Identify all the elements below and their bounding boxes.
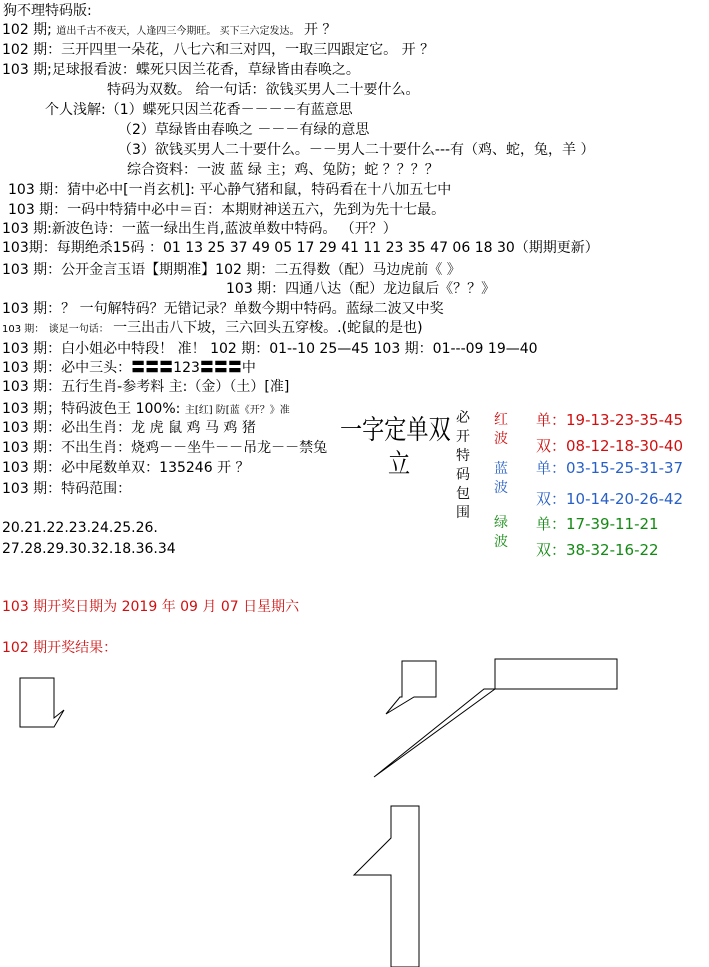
line-range-label: 103 期：特码范围： [2, 481, 132, 497]
line-tail-num: 103 期：必中尾数单双：135246 开 ？ [2, 460, 250, 476]
wave-blue-odd: 单：03-15-25-31-37 [536, 459, 684, 477]
big-text-line-2: 立 [388, 449, 411, 480]
wave-red-odd: 单：19-13-23-35-45 [536, 411, 684, 429]
page-title: 狗不理特码版: [3, 3, 92, 19]
line-102-b: 102 期：三开四里一朵花，八七六和三对四，一取三四跟定它。 开 ？ [2, 42, 435, 58]
wave-label-blue: 蓝波 [494, 461, 508, 496]
line-one-sentence-b-prefix: 103 期： [2, 324, 45, 335]
line-103-football: 103 期;足球报看波：蝶死只因兰花香，草绿皆由春唤之。 [2, 62, 360, 78]
line-kill-15: 103期：每期绝杀15码 ：01 13 25 37 49 05 17 29 41 11 23 35 47 06 18 30（期期更新） [2, 240, 599, 256]
line-no-zodiac: 103 期：不出生肖：烧鸡－－坐牛－－吊龙－－禁兔 [2, 440, 328, 456]
line-102-a-small: 道出千古不夜天，人逢四三今期旺。 买下三六定发达。 [56, 26, 300, 37]
line-102-a-prefix: 102 期; [2, 22, 52, 38]
line-one-code: 103 期：一码中特猜中必中＝百：本期财神送五六，先到为先十七最。 [8, 202, 446, 218]
line-summary: 综合资料：一波 蓝 绿 主；鸡、兔防；蛇 ？？？？ [127, 162, 439, 178]
line-personal-3: （3）欲钱买男人二十要什么。－－男人二十要什么---有（鸡、蛇，兔，羊 ） [118, 142, 595, 158]
bubble-small-left [20, 678, 64, 727]
wave-green-even: 双：38-32-16-22 [536, 541, 659, 559]
line-one-sentence-a: 103 期：？ 一句解特码？无错记录？单数今期中特码。蓝绿二波又中奖 [2, 301, 444, 317]
wave-label-red: 红波 [494, 412, 508, 447]
line-102-a-suffix: 开 ？ [303, 22, 337, 38]
line-new-wave: 103 期:新波色诗：一蓝一绿出生肖,蓝波单数中特码。 （开？） [2, 221, 397, 237]
big-text-line-1: 一字定单双 [340, 415, 451, 446]
bubble-large-right [374, 659, 617, 777]
vertical-must-open: 必开特码包围 [456, 410, 470, 521]
line-one-sentence-b-small: 谈足一句话： [48, 324, 109, 335]
line-tema-double: 特码为双数。 给一句话：欲钱买男人二十要什么。 [107, 82, 420, 98]
wave-label-green: 绿波 [494, 515, 508, 550]
bubble-tall-bottom [354, 806, 419, 967]
line-five-elements: 103 期：五行生肖-参考料 主:（金）（土）[准] [2, 379, 290, 395]
wave-blue-even: 双：10-14-20-26-42 [536, 490, 684, 508]
wave-red-even: 双：08-12-18-30-40 [536, 437, 684, 455]
result-label: 102 期开奖结果： [2, 640, 118, 656]
range-numbers-2: 27.28.29.30.32.18.36.34 [2, 541, 176, 557]
line-must-zodiac: 103 期：必出生肖：龙 虎 鼠 鸡 马 鸡 猪 [2, 420, 256, 436]
line-personal-2: （2）草绿皆由春唤之 －－－有绿的意思 [118, 122, 370, 138]
bubble-small-right [386, 661, 436, 714]
line-miss-bai: 103 期：白小姐必中特段！ 准！ 102 期：01--10 25—45 103 期：01---09 19—40 [2, 341, 538, 357]
line-one-sentence-b-text: 一三出击八下坡，三六回头五穿梭。.(蛇鼠的是也) [113, 320, 423, 336]
line-three-heads: 103 期：必中三头：〓〓〓123〓〓〓中 [2, 360, 256, 376]
line-golden-words-b: 103 期：四通八达（配）龙边鼠后《？？》 [226, 281, 496, 297]
draw-date: 103 期开奖日期为 2019 年 09 月 07 日星期六 [2, 599, 300, 615]
line-wave-king-prefix: 103 期；特码波色王 100%: [2, 401, 181, 417]
line-guess-zhong: 103 期：猜中必中[一肖玄机]: 平心静气猪和鼠，特码看在十八加五七中 [8, 182, 452, 198]
line-wave-king-small: 主[红] 防[蓝《开？》准 [184, 405, 290, 416]
range-numbers-1: 20.21.22.23.24.25.26. [2, 520, 158, 536]
line-personal-1: 个人浅解:（1）蝶死只因兰花香－－－－有蓝意思 [45, 102, 353, 118]
line-golden-words-a: 103 期：公开金言玉语【期期准】102 期：二五得数（配）马边虎前《 》 [2, 262, 461, 278]
wave-green-odd: 单：17-39-11-21 [536, 515, 659, 533]
